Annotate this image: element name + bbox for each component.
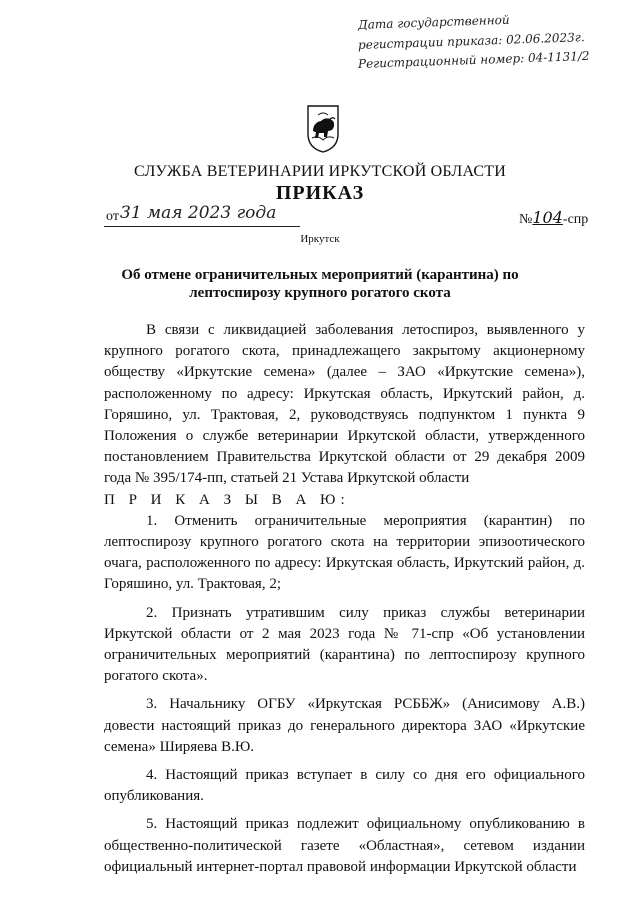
order-item-4: 4. Настоящий приказ вступает в силу со дня его официального опубликования. (104, 767, 585, 805)
registration-stamp-line-1: Дата государственной (357, 12, 510, 32)
registration-stamp-line-3: Регистрационный номер: 04-1131/2 (357, 48, 590, 71)
coat-of-arms-icon (306, 104, 340, 154)
order-item-1: 1. Отменить ограничительные мероприятия (карантин) по лептоспирозу крупного рогатого скота на территории эпизоотического очага, расположенного по адресу: Иркутская область, Иркутский район, д. Горяшино, ул. Трактовая, 2; (104, 512, 585, 593)
order-item-5: 5. Настоящий приказ подлежит официальному опубликованию в общественно-политической газете «Областная», сетевом издании официальный интернет-портал правовой информации Иркутской области (104, 816, 585, 875)
handwritten-date: 31 мая 2023 года (120, 203, 277, 223)
date-underline (104, 226, 300, 227)
order-subject: Об отмене ограничительных мероприятий (карантина) по лептоспирозу крупного рогатого скота (121, 267, 519, 301)
document-type-title: ПРИКАЗ (275, 182, 365, 204)
order-item-2: 2. Признать утратившим силу приказ службы ветеринарии Иркутской области от 2 мая 2023 года № 71-спр «Об установлении ограничительных мероприятий (карантина) по лептоспирозу крупного рогатого скота». (104, 604, 585, 685)
organization-name: СЛУЖБА ВЕТЕРИНАРИИ ИРКУТСКОЙ ОБЛАСТИ (134, 163, 506, 180)
handwritten-number: 104 (532, 208, 563, 227)
city-name: Иркутск (300, 233, 340, 245)
order-item-3: 3. Начальнику ОГБУ «Иркутская РСББЖ» (Анисимову А.В.) довести настоящий приказ до генерального директора ЗАО «Иркутские семена» Ширяева В.Ю. (104, 696, 585, 755)
order-body (104, 320, 585, 878)
order-word: П Р И К А З Ы В А Ю: (104, 491, 350, 508)
registration-stamp-line-2: регистрации приказа: 02.06.2023г. (357, 30, 585, 52)
number-prefix: № (519, 212, 533, 227)
date-prefix: от (106, 209, 119, 224)
order-number (519, 208, 588, 228)
number-suffix: -спр (562, 212, 589, 227)
intro-paragraph: В связи с ликвидацией заболевания летоспироз, выявленного у крупного рогатого скота, принадлежащего закрытому акционерному обществу «Иркутские семена» (далее – ЗАО «Иркутские семена»), расположенному по адресу: Иркутская область, Иркутский район, д. Горяшино, ул. Трактовая, 2, руководствуясь подпунктом 1 пункта 9 Положения о службе ветеринарии Иркутской области, утвержденного постановлением Правительства Иркутской области от 29 декабря 2009 года № 395/174-пп, статьей 21 Устава Иркутской области (104, 322, 585, 487)
